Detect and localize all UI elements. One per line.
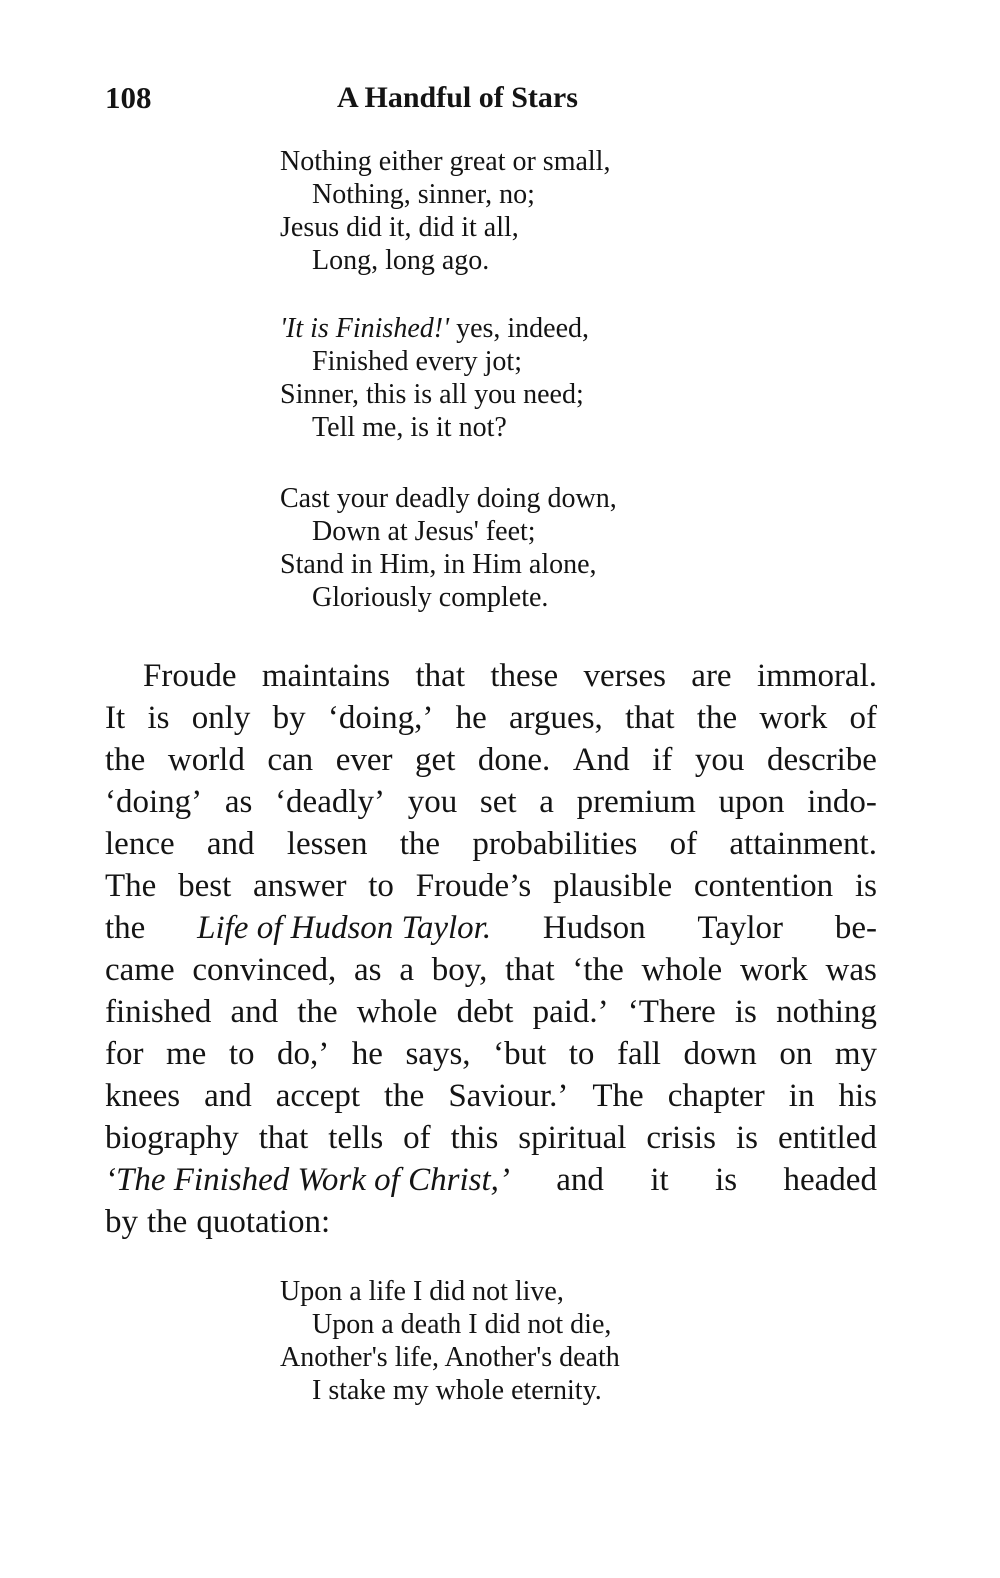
prose-word: whole: [641, 952, 723, 988]
prose-word: plausible: [552, 868, 673, 904]
prose-word: world: [167, 742, 245, 778]
verse-line-rest: yes, indeed,: [449, 313, 590, 344]
prose-word: and: [204, 1078, 252, 1114]
prose-word: he: [455, 700, 487, 736]
prose-word: headed: [783, 1162, 877, 1198]
prose-word: the: [147, 1204, 188, 1240]
prose-word: Taylor: [697, 910, 784, 946]
prose-word: upon: [718, 784, 785, 820]
prose-word: indo-: [807, 784, 877, 820]
prose-line: [105, 949, 877, 991]
prose-word: only: [191, 700, 251, 736]
prose-line: [105, 1201, 877, 1243]
hymn-stanza-3: [280, 482, 740, 614]
prose-line: [105, 697, 877, 739]
prose-word: biography: [105, 1120, 239, 1156]
prose-line: [105, 865, 877, 907]
prose-word: done.: [477, 742, 551, 778]
prose-word: to: [568, 1036, 595, 1072]
prose-word: the: [696, 700, 738, 736]
prose-word: was: [825, 952, 877, 988]
prose-word: of: [403, 1120, 431, 1156]
prose-word: you: [407, 784, 458, 820]
prose-line: [105, 823, 877, 865]
verse-line: Cast your deadly doing down,: [280, 483, 617, 514]
prose-word: is: [147, 700, 170, 736]
prose-word: verses: [583, 658, 666, 694]
prose-word: in: [788, 1078, 815, 1114]
prose-word: came: [105, 952, 175, 988]
prose-word: ‘The Finished Work of Christ,’: [105, 1162, 510, 1198]
prose-line: [105, 1117, 877, 1159]
prose-word: the: [399, 826, 441, 862]
prose-word: of: [849, 700, 877, 736]
prose-word: ‘doing’: [105, 784, 203, 820]
verse-line: Finished every jot;: [312, 346, 522, 377]
prose-word: Life of Hudson Taylor.: [197, 910, 492, 946]
prose-word: immoral.: [756, 658, 877, 694]
prose-word: on: [779, 1036, 813, 1072]
prose-word: It: [105, 700, 126, 736]
verse-line: Gloriously complete.: [312, 582, 549, 613]
page-header: [105, 78, 645, 118]
prose-word: accept: [275, 1078, 361, 1114]
verse-line: Stand in Him, in Him alone,: [280, 549, 597, 580]
prose-word: of: [669, 826, 698, 862]
prose-word: Froude’s: [415, 868, 532, 904]
quotation-line: Upon a death I did not die,: [312, 1309, 612, 1340]
prose-word: The: [592, 1078, 644, 1114]
prose-word: the: [105, 742, 146, 778]
prose-word: and: [230, 994, 279, 1030]
prose-word: knees: [105, 1078, 181, 1114]
prose-word: ‘but: [493, 1036, 547, 1072]
prose-word: as: [224, 784, 253, 820]
verse-line: Tell me, is it not?: [312, 412, 507, 443]
prose-paragraph: [105, 655, 877, 1243]
prose-word: argues,: [509, 700, 603, 736]
prose-word: lessen: [286, 826, 368, 862]
prose-line: [105, 739, 877, 781]
prose-word: as: [354, 952, 382, 988]
prose-word: a: [539, 784, 554, 820]
prose-word: by: [105, 1204, 138, 1240]
prose-word: maintains: [261, 658, 391, 694]
prose-word: the: [297, 994, 338, 1030]
prose-word: nothing: [776, 994, 877, 1030]
prose-word: by: [272, 700, 306, 736]
prose-word: The: [105, 868, 157, 904]
prose-word: that: [625, 700, 675, 736]
prose-word: that: [415, 658, 465, 694]
prose-word: best: [178, 868, 232, 904]
prose-word: the: [105, 910, 146, 946]
prose-word: that: [505, 952, 555, 988]
prose-word: crisis: [646, 1120, 717, 1156]
quotation-line: I stake my whole eternity.: [312, 1375, 602, 1406]
prose-word: these: [490, 658, 559, 694]
prose-word: ‘the: [572, 952, 624, 988]
prose-word: to: [368, 868, 394, 904]
prose-word: he: [351, 1036, 383, 1072]
running-title: A Handful of Stars: [337, 81, 578, 114]
prose-word: debt: [456, 994, 514, 1030]
prose-word: and: [556, 1162, 604, 1198]
prose-word: can: [267, 742, 314, 778]
quotation-verse: [280, 1275, 740, 1407]
prose-word: describe: [766, 742, 877, 778]
prose-word: paid.’: [532, 994, 609, 1030]
prose-line: [105, 1159, 877, 1201]
prose-word: if: [652, 742, 673, 778]
verse-line: Nothing either great or small,: [280, 146, 611, 177]
prose-word: contention: [693, 868, 834, 904]
prose-word: whole: [356, 994, 438, 1030]
quotation-line: Upon a life I did not live,: [280, 1276, 564, 1307]
verse-line: Long, long ago.: [312, 245, 490, 276]
prose-word: Froude: [143, 658, 237, 694]
prose-line: [105, 1033, 877, 1075]
prose-word: do,’: [277, 1036, 330, 1072]
prose-word: be-: [834, 910, 877, 946]
prose-word: probabilities: [472, 826, 638, 862]
verse-line: Sinner, this is all you need;: [280, 379, 584, 410]
prose-word: to: [228, 1036, 255, 1072]
prose-word: are: [691, 658, 732, 694]
prose-word: is: [734, 994, 757, 1030]
verse-italic-phrase: 'It is Finished!': [280, 313, 450, 344]
quotation-line: Another's life, Another's death: [280, 1342, 620, 1373]
prose-word: attainment.: [729, 826, 877, 862]
prose-word: me: [166, 1036, 207, 1072]
prose-word: this: [450, 1120, 499, 1156]
prose-word: down: [683, 1036, 757, 1072]
prose-word: is: [854, 868, 877, 904]
prose-word: his: [838, 1078, 877, 1114]
prose-word: lence: [105, 826, 175, 862]
prose-word: is: [735, 1120, 758, 1156]
prose-word: a: [399, 952, 414, 988]
prose-word: premium: [576, 784, 696, 820]
prose-word: answer: [253, 868, 347, 904]
prose-word: you: [694, 742, 745, 778]
page-number: 108: [105, 80, 152, 115]
prose-word: ‘deadly’: [275, 784, 386, 820]
hymn-stanza-2: [280, 312, 740, 444]
prose-line: [105, 1075, 877, 1117]
verse-line: Jesus did it, did it all,: [280, 212, 519, 243]
prose-word: my: [834, 1036, 877, 1072]
prose-word: fall: [616, 1036, 661, 1072]
prose-line: [105, 991, 877, 1033]
prose-word: boy,: [431, 952, 488, 988]
prose-word: Hudson: [542, 910, 646, 946]
prose-word: that: [258, 1120, 309, 1156]
prose-word: says,: [405, 1036, 471, 1072]
prose-word: work: [739, 952, 808, 988]
prose-word: convinced,: [192, 952, 337, 988]
prose-word: is: [715, 1162, 738, 1198]
prose-line: [105, 781, 877, 823]
prose-word: tells: [328, 1120, 384, 1156]
verse-line: Nothing, sinner, no;: [312, 179, 535, 210]
prose-word: And: [572, 742, 630, 778]
prose-word: work: [759, 700, 828, 736]
prose-word: set: [479, 784, 517, 820]
prose-word: ever: [335, 742, 393, 778]
prose-word: get: [415, 742, 456, 778]
prose-word: the: [384, 1078, 425, 1114]
prose-word: for: [105, 1036, 144, 1072]
verse-line: Down at Jesus' feet;: [312, 516, 536, 547]
prose-word: and: [206, 826, 255, 862]
prose-word: entitled: [777, 1120, 877, 1156]
prose-word: finished: [105, 994, 212, 1030]
prose-word: it: [650, 1162, 669, 1198]
prose-word: ‘There: [627, 994, 716, 1030]
hymn-stanza-1: [280, 145, 740, 277]
prose-word: spiritual: [518, 1120, 627, 1156]
prose-line: [105, 907, 877, 949]
prose-word: chapter: [667, 1078, 765, 1114]
prose-word: quotation:: [196, 1204, 331, 1240]
verse-line: [280, 312, 740, 345]
prose-line: [105, 655, 877, 697]
prose-word: ‘doing,’: [327, 700, 434, 736]
prose-word: Saviour.’: [448, 1078, 569, 1114]
